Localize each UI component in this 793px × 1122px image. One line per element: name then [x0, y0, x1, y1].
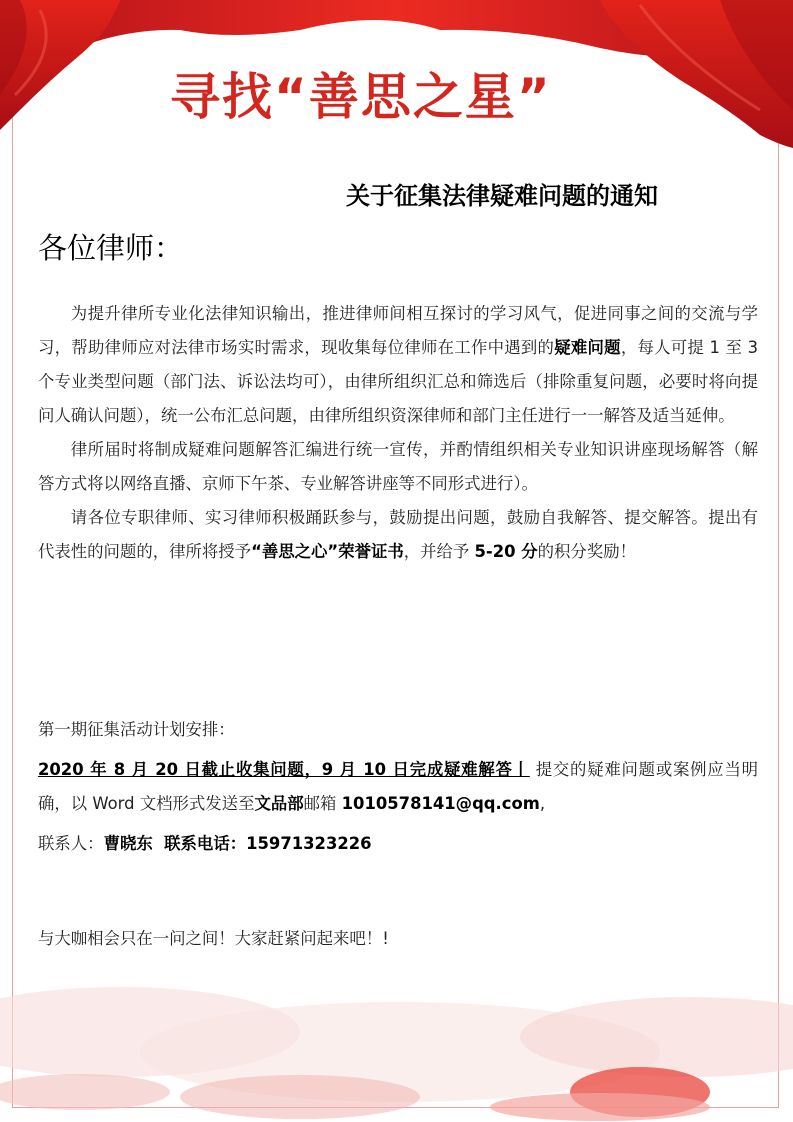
deadline-text: 2020 年 8 月 20 日截止收集问题，9 月 10 日完成疑难解答丨	[38, 760, 530, 779]
closing-section	[38, 922, 758, 956]
phone-label: 联系电话：	[152, 834, 247, 853]
paragraph-reward: 请各位专职律师、实习律师积极踊跃参与，鼓励提出问题，鼓励自我解答、提交解答。提出有代表性的问题的，律所将授予“善思之心”荣誉证书，并给予 5-20 分的积分奖励！	[38, 508, 758, 561]
schedule-details: 2020 年 8 月 20 日截止收集问题，9 月 10 日完成疑难解答丨 提交的疑难问题或案例应当明确，以 Word 文档形式发送至文品部邮箱 1010578141@qq.com,	[38, 760, 758, 813]
phone-number[interactable]: 15971323226	[246, 834, 372, 853]
bold-difficult-questions: 疑难问题	[554, 338, 621, 357]
closing-line: 与大咖相会只在一问之间！大家赶紧问起来吧！!	[38, 929, 389, 948]
bold-points: 5-20 分	[474, 542, 538, 561]
salutation: 各位律师：	[38, 231, 184, 265]
notice-body	[38, 297, 758, 569]
bold-honor-certificate: “善思之心”荣誉证书	[251, 542, 404, 561]
schedule-heading: 第一期征集活动计划安排：	[38, 720, 235, 739]
contact-line: 联系人：曹晓东 联系电话：15971323226	[38, 834, 372, 853]
notice-title: 关于征集法律疑难问题的通知	[346, 182, 658, 210]
paragraph-publicity: 律所届时将制成疑难问题解答汇编进行统一宣传，并酌情组织相关专业知识讲座现场解答（解答方式将以网络直播、京师下午茶、专业解答讲座等不同形式进行）。	[38, 440, 758, 493]
dept-name: 文品部	[254, 794, 304, 813]
main-title: 寻找“善思之星”	[170, 68, 552, 126]
contact-name: 曹晓东	[103, 834, 153, 853]
paragraph-intro: 为提升律所专业化法律知识输出，推进律师间相互探讨的学习风气，促进同事之间的交流与学习，帮助律师应对法律市场实时需求，现收集每位律师在工作中遇到的疑难问题，每人可提 1 至 3 个专业类型问题（部门法、诉讼法均可），由律所组织汇总和筛选后（排除重复问题，必要时将向提问人确认问题），统一公布汇总问题，由律所组织资深律师和部门主任进行一一解答及适当延伸。	[38, 304, 758, 425]
email-address[interactable]: 1010578141@qq.com	[341, 794, 540, 813]
schedule-section	[38, 713, 758, 861]
